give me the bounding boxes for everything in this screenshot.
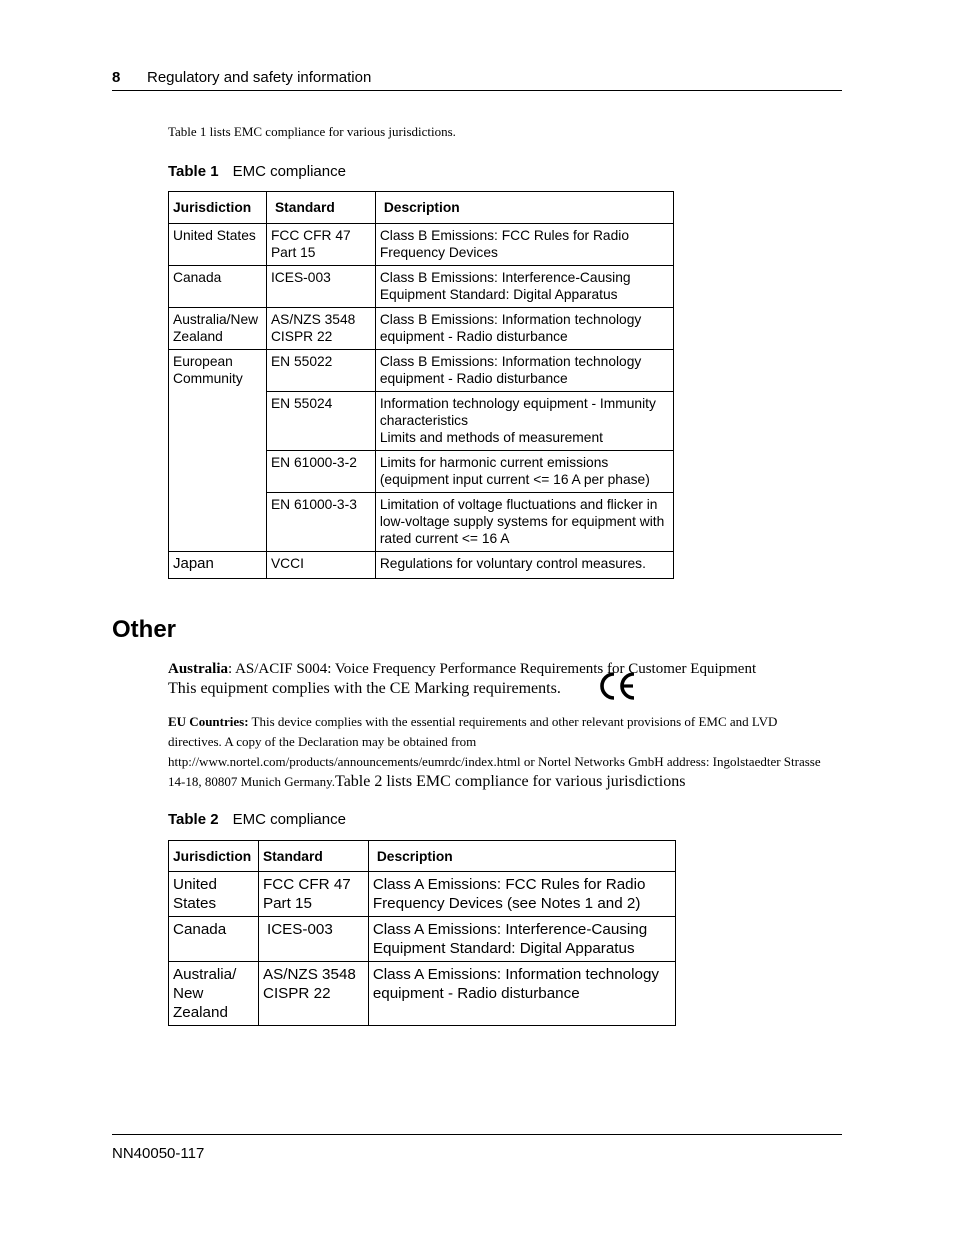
cell-jurisdiction: United States bbox=[169, 872, 259, 917]
cell-jurisdiction: United States bbox=[169, 224, 267, 266]
cell-standard: EN 55024 bbox=[266, 392, 375, 451]
cell-jurisdiction: European Community bbox=[169, 350, 267, 552]
table-header-row bbox=[169, 841, 676, 872]
table2-caption-label: Table 2 bbox=[168, 811, 219, 828]
eu-text: This device complies with the essential requirements and other relevant provisions of EMC and LVD directives. A copy of the Declaration may be obtained from http://www.nortel.com/products/announcements/eumrdc/index.html or Nortel Networks GmbH address: Ingolstaedter Strasse 14-18, 80807 Munich Germany. bbox=[168, 714, 821, 789]
cell-description: Class A Emissions: Information technology equipment - Radio disturbance bbox=[368, 962, 675, 1026]
table-row bbox=[169, 872, 676, 917]
cell-standard: ICES-003 bbox=[266, 266, 375, 308]
table-row bbox=[169, 962, 676, 1026]
cell-description bbox=[375, 392, 673, 451]
col-header-jurisdiction: Jurisdiction bbox=[169, 192, 267, 224]
document-number: NN40050-117 bbox=[112, 1145, 205, 1162]
cell-description: Class B Emissions: FCC Rules for Radio Frequency Devices bbox=[375, 224, 673, 266]
table-header-row bbox=[169, 192, 674, 224]
ce-statement: This equipment complies with the CE Marking requirements. bbox=[168, 680, 561, 697]
cell-standard: FCC CFR 47 Part 15 bbox=[266, 224, 375, 266]
cell-standard: EN 55022 bbox=[266, 350, 375, 392]
cell-jurisdiction: Canada bbox=[169, 917, 259, 962]
cell-jurisdiction: Australia/ New Zealand bbox=[169, 962, 259, 1026]
table2-caption bbox=[168, 811, 346, 828]
cell-standard: FCC CFR 47 Part 15 bbox=[258, 872, 368, 917]
description-line: Information technology equipment - Immunity characteristics bbox=[379, 396, 656, 428]
ce-mark-icon bbox=[596, 670, 638, 702]
cell-description: Limitation of voltage fluctuations and flicker in low-voltage supply systems for equipment with rated current <= 16 A bbox=[375, 493, 673, 552]
table2-caption-title: EMC compliance bbox=[232, 811, 346, 828]
eu-statement bbox=[168, 712, 832, 792]
table1-caption-label: Table 1 bbox=[168, 163, 219, 180]
table-row bbox=[169, 552, 674, 579]
australia-text: : AS/ACIF S004: Voice Frequency Performance Requirements for Customer Equipment bbox=[228, 661, 757, 677]
eu-tail: Table 2 lists EMC compliance for various jurisdictions bbox=[335, 773, 686, 790]
cell-jurisdiction: Australia/New Zealand bbox=[169, 308, 267, 350]
col-header-standard: Standard bbox=[258, 841, 368, 872]
page-number: 8 bbox=[112, 69, 121, 86]
header-title: Regulatory and safety information bbox=[147, 69, 372, 86]
australia-statement bbox=[168, 661, 756, 678]
cell-standard: VCCI bbox=[266, 552, 375, 579]
table-row bbox=[169, 266, 674, 308]
cell-description: Class A Emissions: FCC Rules for Radio Frequency Devices (see Notes 1 and 2) bbox=[368, 872, 675, 917]
footer-rule bbox=[112, 1134, 842, 1135]
table2 bbox=[168, 840, 676, 1026]
table-row bbox=[169, 917, 676, 962]
cell-jurisdiction: Canada bbox=[169, 266, 267, 308]
description-line: Limits and methods of measurement bbox=[379, 430, 603, 445]
cell-standard: AS/NZS 3548 CISPR 22 bbox=[258, 962, 368, 1026]
cell-description: Class A Emissions: Interference-Causing Equipment Standard: Digital Apparatus bbox=[368, 917, 675, 962]
cell-standard: EN 61000-3-3 bbox=[266, 493, 375, 552]
col-header-description: Description bbox=[368, 841, 675, 872]
intro-text: Table 1 lists EMC compliance for various jurisdictions. bbox=[168, 124, 456, 139]
col-header-standard: Standard bbox=[266, 192, 375, 224]
cell-description: Class B Emissions: Information technology equipment - Radio disturbance bbox=[375, 308, 673, 350]
eu-label: EU Countries: bbox=[168, 714, 249, 729]
col-header-description: Description bbox=[375, 192, 673, 224]
cell-standard: EN 61000-3-2 bbox=[266, 451, 375, 493]
col-header-jurisdiction: Jurisdiction bbox=[169, 841, 259, 872]
table-row bbox=[169, 350, 674, 392]
table1-caption bbox=[168, 163, 346, 180]
table1-caption-title: EMC compliance bbox=[232, 163, 346, 180]
cell-description: Class B Emissions: Interference-Causing Equipment Standard: Digital Apparatus bbox=[375, 266, 673, 308]
page-header bbox=[112, 69, 842, 91]
section-heading-other: Other bbox=[112, 616, 177, 643]
table-row bbox=[169, 224, 674, 266]
cell-standard: AS/NZS 3548 CISPR 22 bbox=[266, 308, 375, 350]
cell-description: Class B Emissions: Information technology equipment - Radio disturbance bbox=[375, 350, 673, 392]
table-row bbox=[169, 308, 674, 350]
cell-standard: ICES-003 bbox=[258, 917, 368, 962]
cell-jurisdiction: Japan bbox=[169, 552, 267, 579]
table1 bbox=[168, 191, 674, 579]
cell-description: Limits for harmonic current emissions (equipment input current <= 16 A per phase) bbox=[375, 451, 673, 493]
australia-label: Australia bbox=[168, 661, 228, 677]
cell-description: Regulations for voluntary control measures. bbox=[375, 552, 673, 579]
